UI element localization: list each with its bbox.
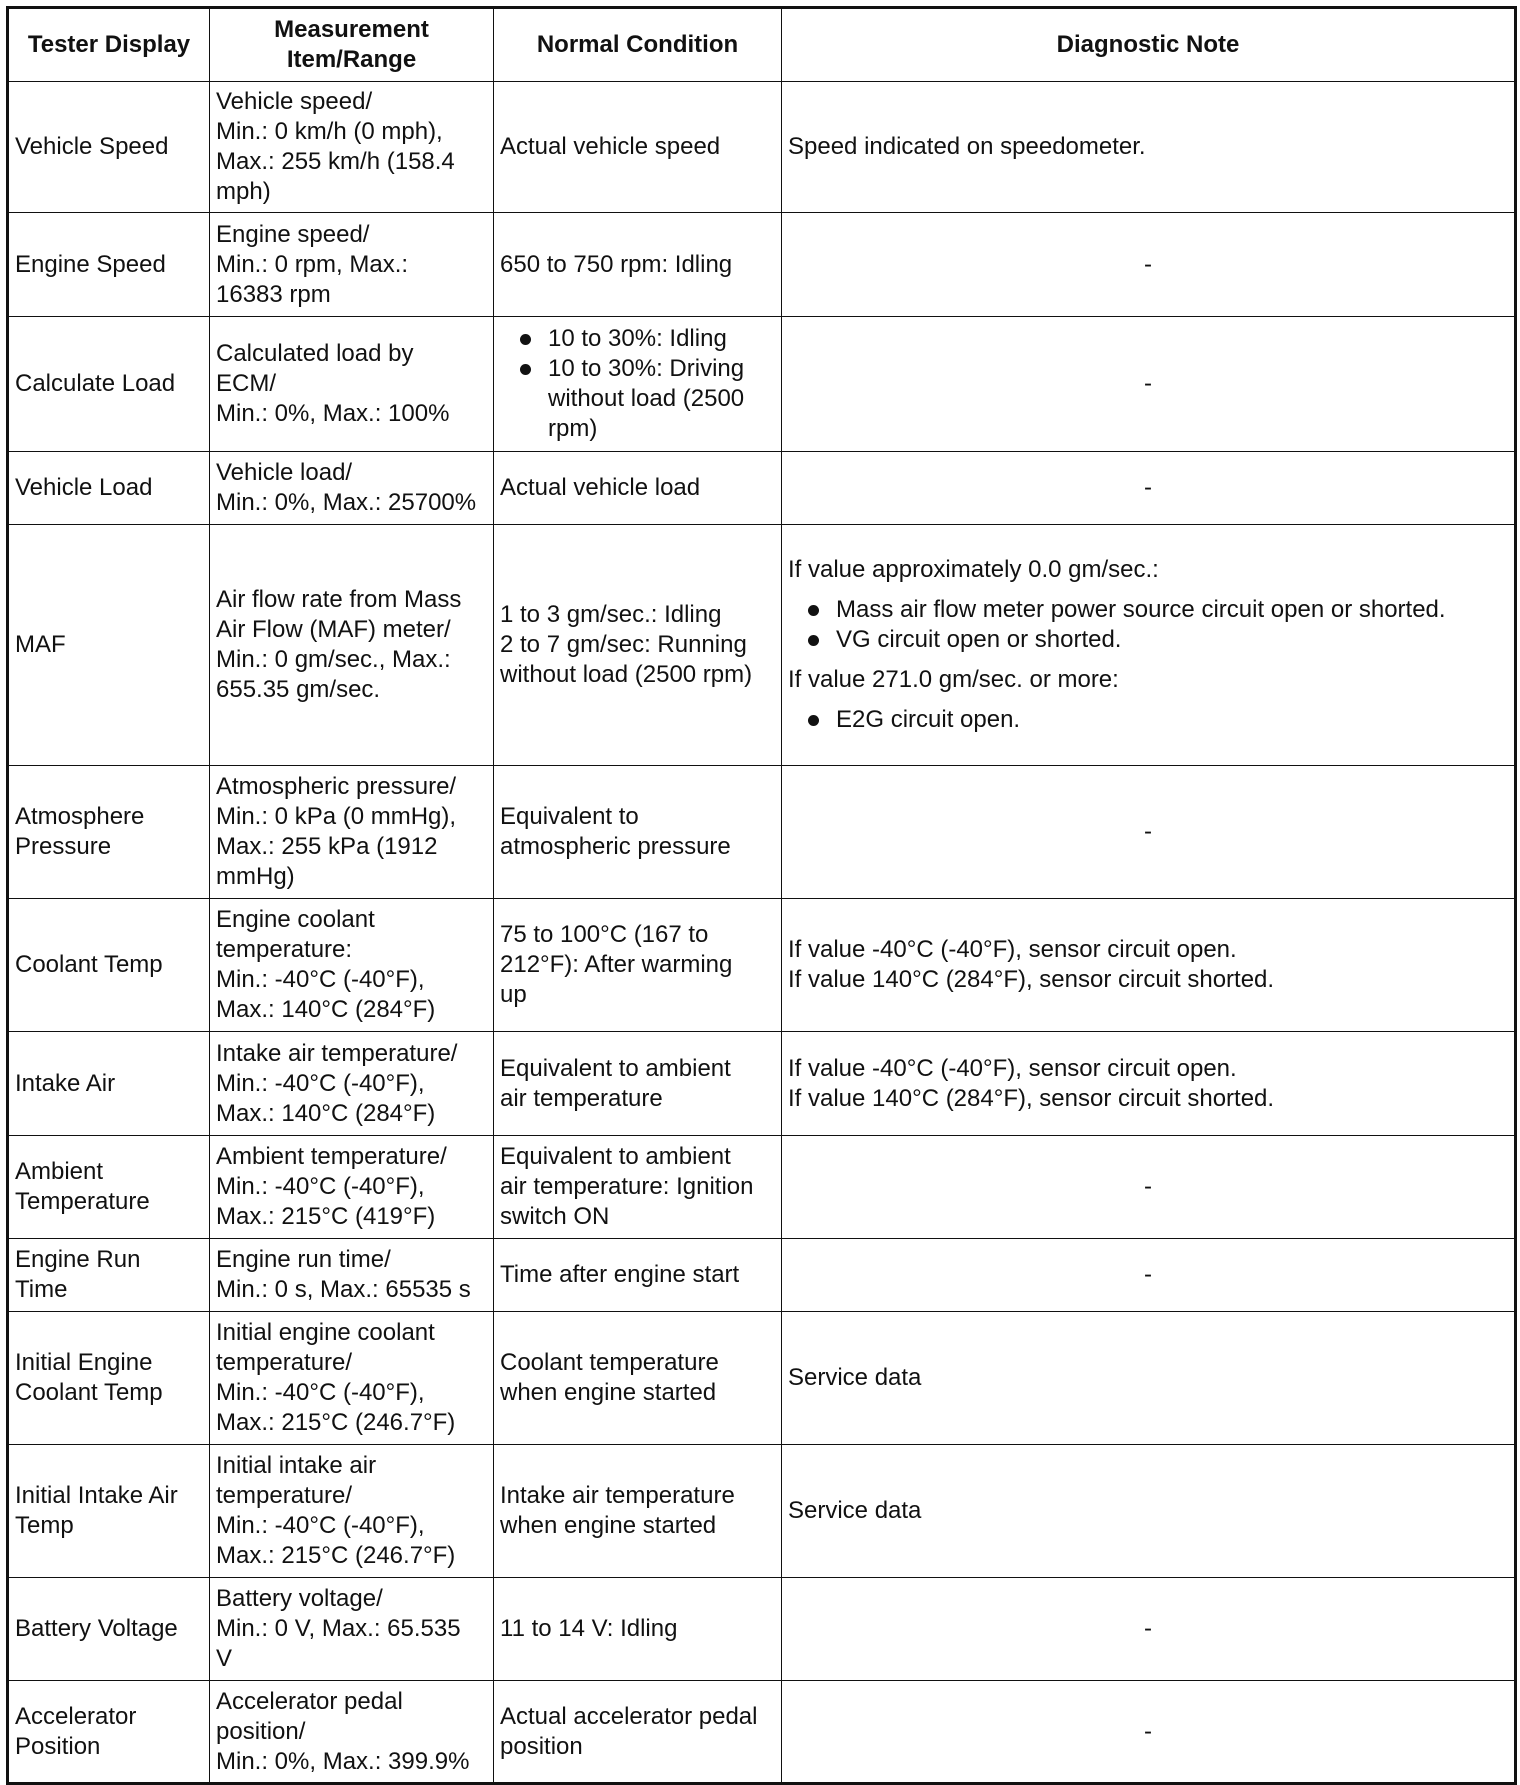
cell-tester-display: MAF <box>8 525 210 766</box>
cell-normal-condition: Equivalent to atmospheric pressure <box>494 766 782 899</box>
cell-measurement: Calculated load by ECM/ Min.: 0%, Max.: 100% <box>210 317 494 452</box>
table-row <box>8 1312 1516 1445</box>
cell-diagnostic-note: - <box>782 766 1516 899</box>
cell-measurement: Ambient temperature/ Min.: -40°C (-40°F), Max.: 215°C (419°F) <box>210 1136 494 1239</box>
cell-diagnostic-note: If value -40°C (-40°F), sensor circuit open. If value 140°C (284°F), sensor circuit shorted. <box>782 899 1516 1032</box>
cell-diagnostic-note: Service data <box>782 1312 1516 1445</box>
header-measurement: Measurement Item/Range <box>210 8 494 82</box>
cell-tester-display: Calculate Load <box>8 317 210 452</box>
cell-tester-display: Battery Voltage <box>8 1578 210 1681</box>
header-normal-condition: Normal Condition <box>494 8 782 82</box>
table-row <box>8 1032 1516 1136</box>
cell-diagnostic-note: - <box>782 1136 1516 1239</box>
cell-tester-display: Atmosphere Pressure <box>8 766 210 899</box>
table-row <box>8 1681 1516 1784</box>
cell-diagnostic-note: - <box>782 213 1516 317</box>
cell-measurement: Intake air temperature/ Min.: -40°C (-40°F), Max.: 140°C (284°F) <box>210 1032 494 1136</box>
table-row <box>8 1136 1516 1239</box>
bullet-item: E2G circuit open. <box>836 705 1508 735</box>
cell-measurement: Vehicle load/ Min.: 0%, Max.: 25700% <box>210 452 494 525</box>
cell-tester-display: Engine Speed <box>8 213 210 317</box>
cell-tester-display: Coolant Temp <box>8 899 210 1032</box>
cell-measurement: Initial engine coolant temperature/ Min.: -40°C (-40°F), Max.: 215°C (246.7°F) <box>210 1312 494 1445</box>
cell-measurement: Initial intake air temperature/ Min.: -40°C (-40°F), Max.: 215°C (246.7°F) <box>210 1445 494 1578</box>
cell-normal-condition: 650 to 750 rpm: Idling <box>494 213 782 317</box>
table-header-row <box>8 8 1516 82</box>
cell-diagnostic-note <box>782 525 1516 766</box>
cell-tester-display: Accelerator Position <box>8 1681 210 1784</box>
cell-measurement: Atmospheric pressure/ Min.: 0 kPa (0 mmHg), Max.: 255 kPa (1912 mmHg) <box>210 766 494 899</box>
cell-tester-display: Engine Run Time <box>8 1239 210 1312</box>
header-diagnostic-note: Diagnostic Note <box>782 8 1516 82</box>
cell-diagnostic-note: - <box>782 1681 1516 1784</box>
cell-measurement: Vehicle speed/ Min.: 0 km/h (0 mph), Max.: 255 km/h (158.4 mph) <box>210 82 494 213</box>
cell-tester-display: Initial Engine Coolant Temp <box>8 1312 210 1445</box>
cell-tester-display: Vehicle Speed <box>8 82 210 213</box>
cell-measurement: Engine run time/ Min.: 0 s, Max.: 65535 s <box>210 1239 494 1312</box>
note-bullets <box>788 595 1508 655</box>
cell-measurement: Battery voltage/ Min.: 0 V, Max.: 65.535 V <box>210 1578 494 1681</box>
table-row <box>8 317 1516 452</box>
cell-normal-condition: Actual vehicle speed <box>494 82 782 213</box>
table-row <box>8 213 1516 317</box>
cell-normal-condition: Actual vehicle load <box>494 452 782 525</box>
note-paragraph: If value 271.0 gm/sec. or more: <box>788 666 1119 693</box>
data-list-table <box>6 6 1517 1785</box>
table-row <box>8 1578 1516 1681</box>
cell-tester-display: Vehicle Load <box>8 452 210 525</box>
cell-normal-condition: 11 to 14 V: Idling <box>494 1578 782 1681</box>
cell-normal-condition: Coolant temperature when engine started <box>494 1312 782 1445</box>
table-row <box>8 766 1516 899</box>
header-tester-display: Tester Display <box>8 8 210 82</box>
cell-diagnostic-note: If value -40°C (-40°F), sensor circuit open. If value 140°C (284°F), sensor circuit shorted. <box>782 1032 1516 1136</box>
cell-normal-condition <box>494 317 782 452</box>
cell-measurement: Engine coolant temperature: Min.: -40°C (-40°F), Max.: 140°C (284°F) <box>210 899 494 1032</box>
cell-normal-condition: 1 to 3 gm/sec.: Idling 2 to 7 gm/sec: Running without load (2500 rpm) <box>494 525 782 766</box>
cell-diagnostic-note: - <box>782 1239 1516 1312</box>
cell-measurement: Accelerator pedal position/ Min.: 0%, Max.: 399.9% <box>210 1681 494 1784</box>
table-row <box>8 899 1516 1032</box>
cell-diagnostic-note: Speed indicated on speedometer. <box>782 82 1516 213</box>
cell-diagnostic-note: Service data <box>782 1445 1516 1578</box>
bullet-item: 10 to 30%: Driving without load (2500 rpm) <box>548 354 775 444</box>
cell-normal-condition: 75 to 100°C (167 to 212°F): After warming up <box>494 899 782 1032</box>
table-row <box>8 1239 1516 1312</box>
table-row <box>8 525 1516 766</box>
cell-normal-condition: Equivalent to ambient air temperature: Ignition switch ON <box>494 1136 782 1239</box>
cell-measurement: Air flow rate from Mass Air Flow (MAF) meter/ Min.: 0 gm/sec., Max.: 655.35 gm/sec. <box>210 525 494 766</box>
normal-condition-bullets <box>500 324 775 444</box>
bullet-item: Mass air flow meter power source circuit open or shorted. <box>836 595 1508 625</box>
cell-measurement: Engine speed/ Min.: 0 rpm, Max.: 16383 rpm <box>210 213 494 317</box>
cell-normal-condition: Actual accelerator pedal position <box>494 1681 782 1784</box>
cell-tester-display: Initial Intake Air Temp <box>8 1445 210 1578</box>
note-paragraph: If value approximately 0.0 gm/sec.: <box>788 556 1159 583</box>
note-bullets <box>788 705 1508 735</box>
cell-diagnostic-note: - <box>782 317 1516 452</box>
cell-tester-display: Intake Air <box>8 1032 210 1136</box>
bullet-item: VG circuit open or shorted. <box>836 625 1508 655</box>
cell-tester-display: Ambient Temperature <box>8 1136 210 1239</box>
cell-normal-condition: Time after engine start <box>494 1239 782 1312</box>
cell-diagnostic-note: - <box>782 452 1516 525</box>
table-row <box>8 1445 1516 1578</box>
cell-diagnostic-note: - <box>782 1578 1516 1681</box>
table-row <box>8 82 1516 213</box>
bullet-item: 10 to 30%: Idling <box>548 324 775 354</box>
table-row <box>8 452 1516 525</box>
cell-normal-condition: Equivalent to ambient air temperature <box>494 1032 782 1136</box>
cell-normal-condition: Intake air temperature when engine started <box>494 1445 782 1578</box>
